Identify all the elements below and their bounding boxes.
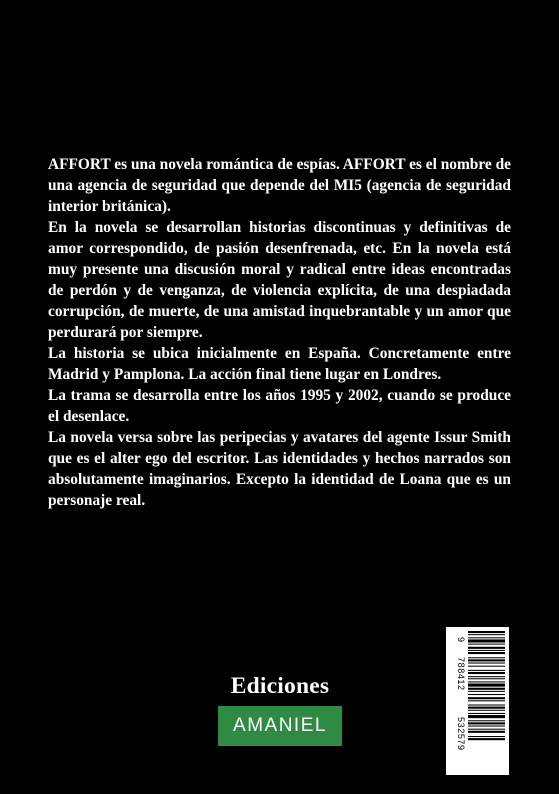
barcode-bar	[468, 715, 505, 718]
barcode-graphic	[446, 627, 509, 775]
isbn-barcode	[446, 627, 509, 775]
barcode-digits-group1: 788412	[456, 657, 466, 691]
barcode-bar	[468, 634, 505, 635]
publisher-logo	[218, 667, 342, 746]
barcode-bar	[468, 729, 505, 730]
barcode-bar	[468, 672, 505, 674]
barcode-bar	[468, 639, 505, 642]
barcode-bar	[468, 650, 505, 651]
barcode-bar	[468, 700, 505, 701]
barcode-bar	[468, 676, 505, 677]
back-cover-blurb	[48, 154, 511, 511]
barcode-bar	[468, 707, 505, 709]
barcode-bar	[468, 631, 505, 633]
barcode-bar	[468, 738, 505, 740]
barcode-digits-group2: 532579	[456, 717, 466, 751]
barcode-bar	[468, 688, 505, 690]
blurb-paragraph-5: La novela versa sobre las peripecias y avatares del agente Issur Smith que es el alter ego del escritor. Las identidades y hechos narrados son absolutamente imaginarios. Excepto la identidad de Loana que es un personaje real.	[48, 429, 511, 509]
barcode-bar	[468, 726, 505, 727]
barcode-bar	[468, 666, 505, 667]
barcode-bar	[468, 657, 505, 658]
barcode-bar	[468, 652, 505, 654]
barcode-bar	[468, 678, 505, 679]
barcode-bar	[468, 684, 505, 687]
barcode-bar	[468, 637, 505, 638]
barcode-bar	[468, 713, 505, 714]
blurb-paragraph-1: AFFORT es una novela romántica de espías. AFFORT es el nombre de una agencia de seguridad que depende del MI5 (agencia de seguridad interior británica).	[48, 156, 511, 215]
barcode-bar	[468, 722, 505, 724]
publisher-name-line2: AMANIEL	[218, 706, 342, 746]
barcode-bar	[468, 705, 505, 706]
barcode-bar	[468, 710, 505, 711]
barcode-bar	[468, 731, 505, 733]
barcode-bar	[468, 697, 505, 699]
barcode-bar	[468, 670, 505, 671]
barcode-bars	[468, 631, 505, 740]
barcode-digit-lead: 9	[456, 637, 466, 643]
blurb-paragraph-2: En la novela se desarrollan historias discontinuas y definitivas de amor correspondido, de pasión desenfrenada, etc. En la novela está muy presente una discusión moral y radical entre ideas encontradas de perdón y de venganza, de violencia explícita, de una despiadada corrupción, de muerte, de una amistad inquebrantable y un amor que perdurará por siempre.	[48, 219, 511, 341]
barcode-bar	[468, 694, 505, 695]
barcode-bar	[468, 736, 505, 737]
barcode-bar	[468, 691, 505, 692]
barcode-bar	[468, 681, 505, 682]
barcode-bar	[468, 647, 505, 649]
barcode-bar	[468, 663, 505, 664]
barcode-bar	[468, 659, 505, 661]
barcode-bar	[468, 720, 505, 721]
blurb-paragraph-3: La historia se ubica inicialmente en España. Concretamente entre Madrid y Pamplona. La acción final tiene lugar en Londres.	[48, 345, 511, 383]
blurb-paragraph-4: La trama se desarrolla entre los años 1995 y 2002, cuando se produce el desenlace.	[48, 387, 511, 425]
barcode-bar	[468, 644, 505, 645]
publisher-name-line1: Ediciones	[218, 667, 342, 705]
